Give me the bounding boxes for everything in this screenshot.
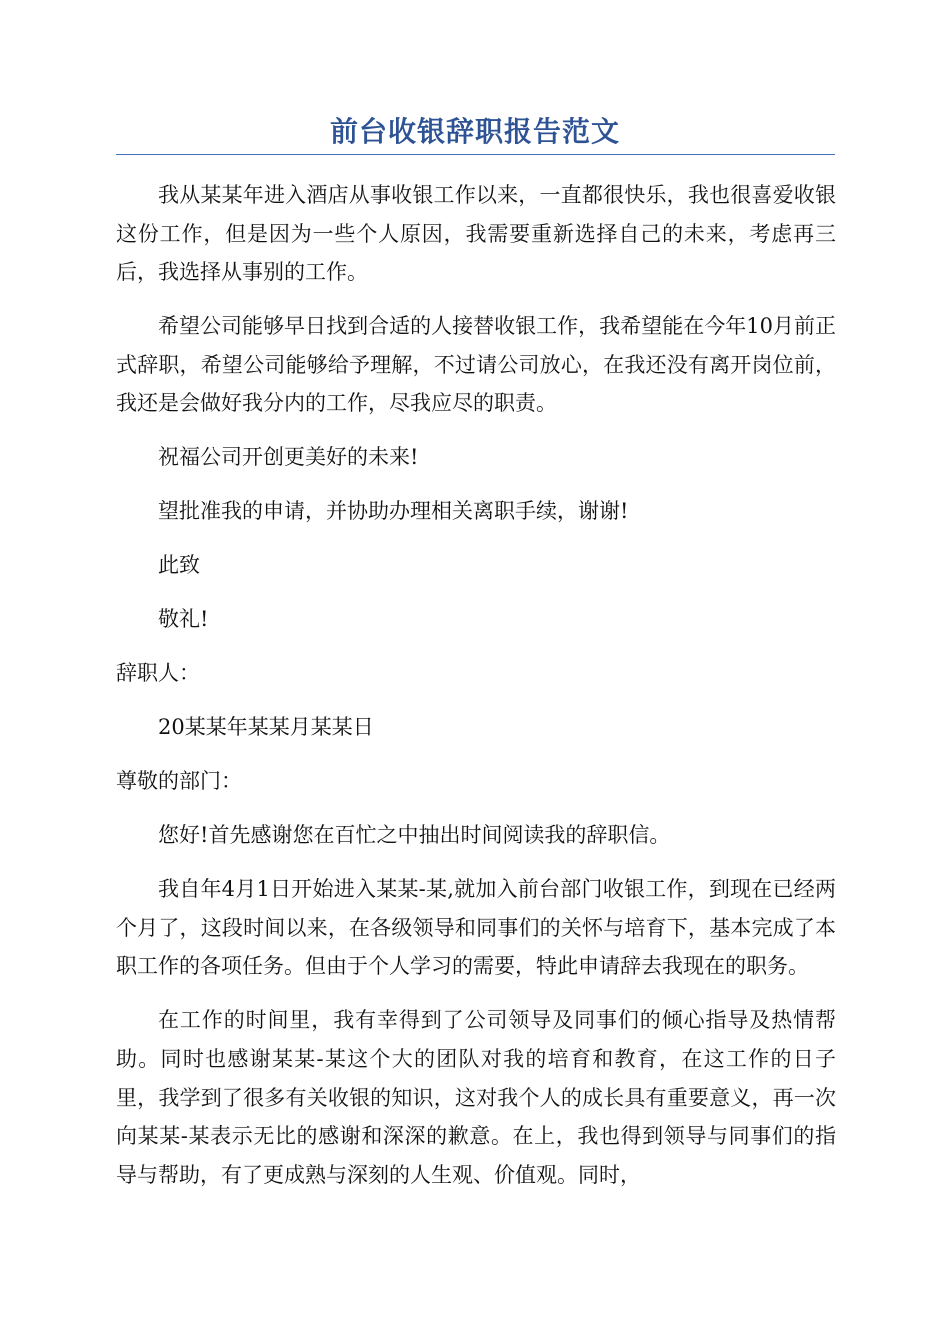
paragraph: 我自年4月1日开始进入某某-某,就加入前台部门收银工作，到现在已经两个月了，这段时间以来，在各级领导和同事们的关怀与培育下，基本完成了本职工作的各项任务。但由于个人学习的需要，特此申请辞去我现在的职务。 <box>116 877 836 979</box>
letter-greeting: 尊敬的部门： <box>116 769 242 794</box>
document-title: 前台收银辞职报告范文 <box>329 115 620 148</box>
paragraph: 您好!首先感谢您在百忙之中抽出时间阅读我的辞职信。 <box>158 823 671 848</box>
signature-label: 辞职人： <box>116 661 200 686</box>
title-underline <box>116 154 835 155</box>
paragraph: 望批准我的申请，并协助办理相关离职手续，谢谢! <box>158 499 629 524</box>
paragraph: 希望公司能够早日找到合适的人接替收银工作，我希望能在今年10月前正式辞职，希望公司能够给予理解，不过请公司放心，在我还没有离开岗位前，我还是会做好我分内的工作，尽我应尽的职责。 <box>116 314 836 416</box>
document-body <box>116 176 836 1210</box>
date-line: 20某某年某某月某某日 <box>158 715 374 740</box>
closing-salutation: 此致 <box>158 553 200 578</box>
paragraph: 在工作的时间里，我有幸得到了公司领导及同事们的倾心指导及热情帮助。同时也感谢某某-某这个大的团队对我的培育和教育，在这工作的日子里，我学到了很多有关收银的知识，这对我个人的成长具有重要意义，再一次向某某-某表示无比的感谢和深深的歉意。在上，我也得到领导与同事们的指导与帮助，有了更成熟与深刻的人生观、价值观。同时， <box>116 1008 836 1187</box>
closing-regards: 敬礼! <box>158 607 209 632</box>
paragraph: 我从某某年进入酒店从事收银工作以来，一直都很快乐，我也很喜爱收银这份工作，但是因为一些个人原因，我需要重新选择自己的未来，考虑再三后，我选择从事别的工作。 <box>116 183 836 285</box>
paragraph: 祝福公司开创更美好的未来! <box>158 445 419 470</box>
